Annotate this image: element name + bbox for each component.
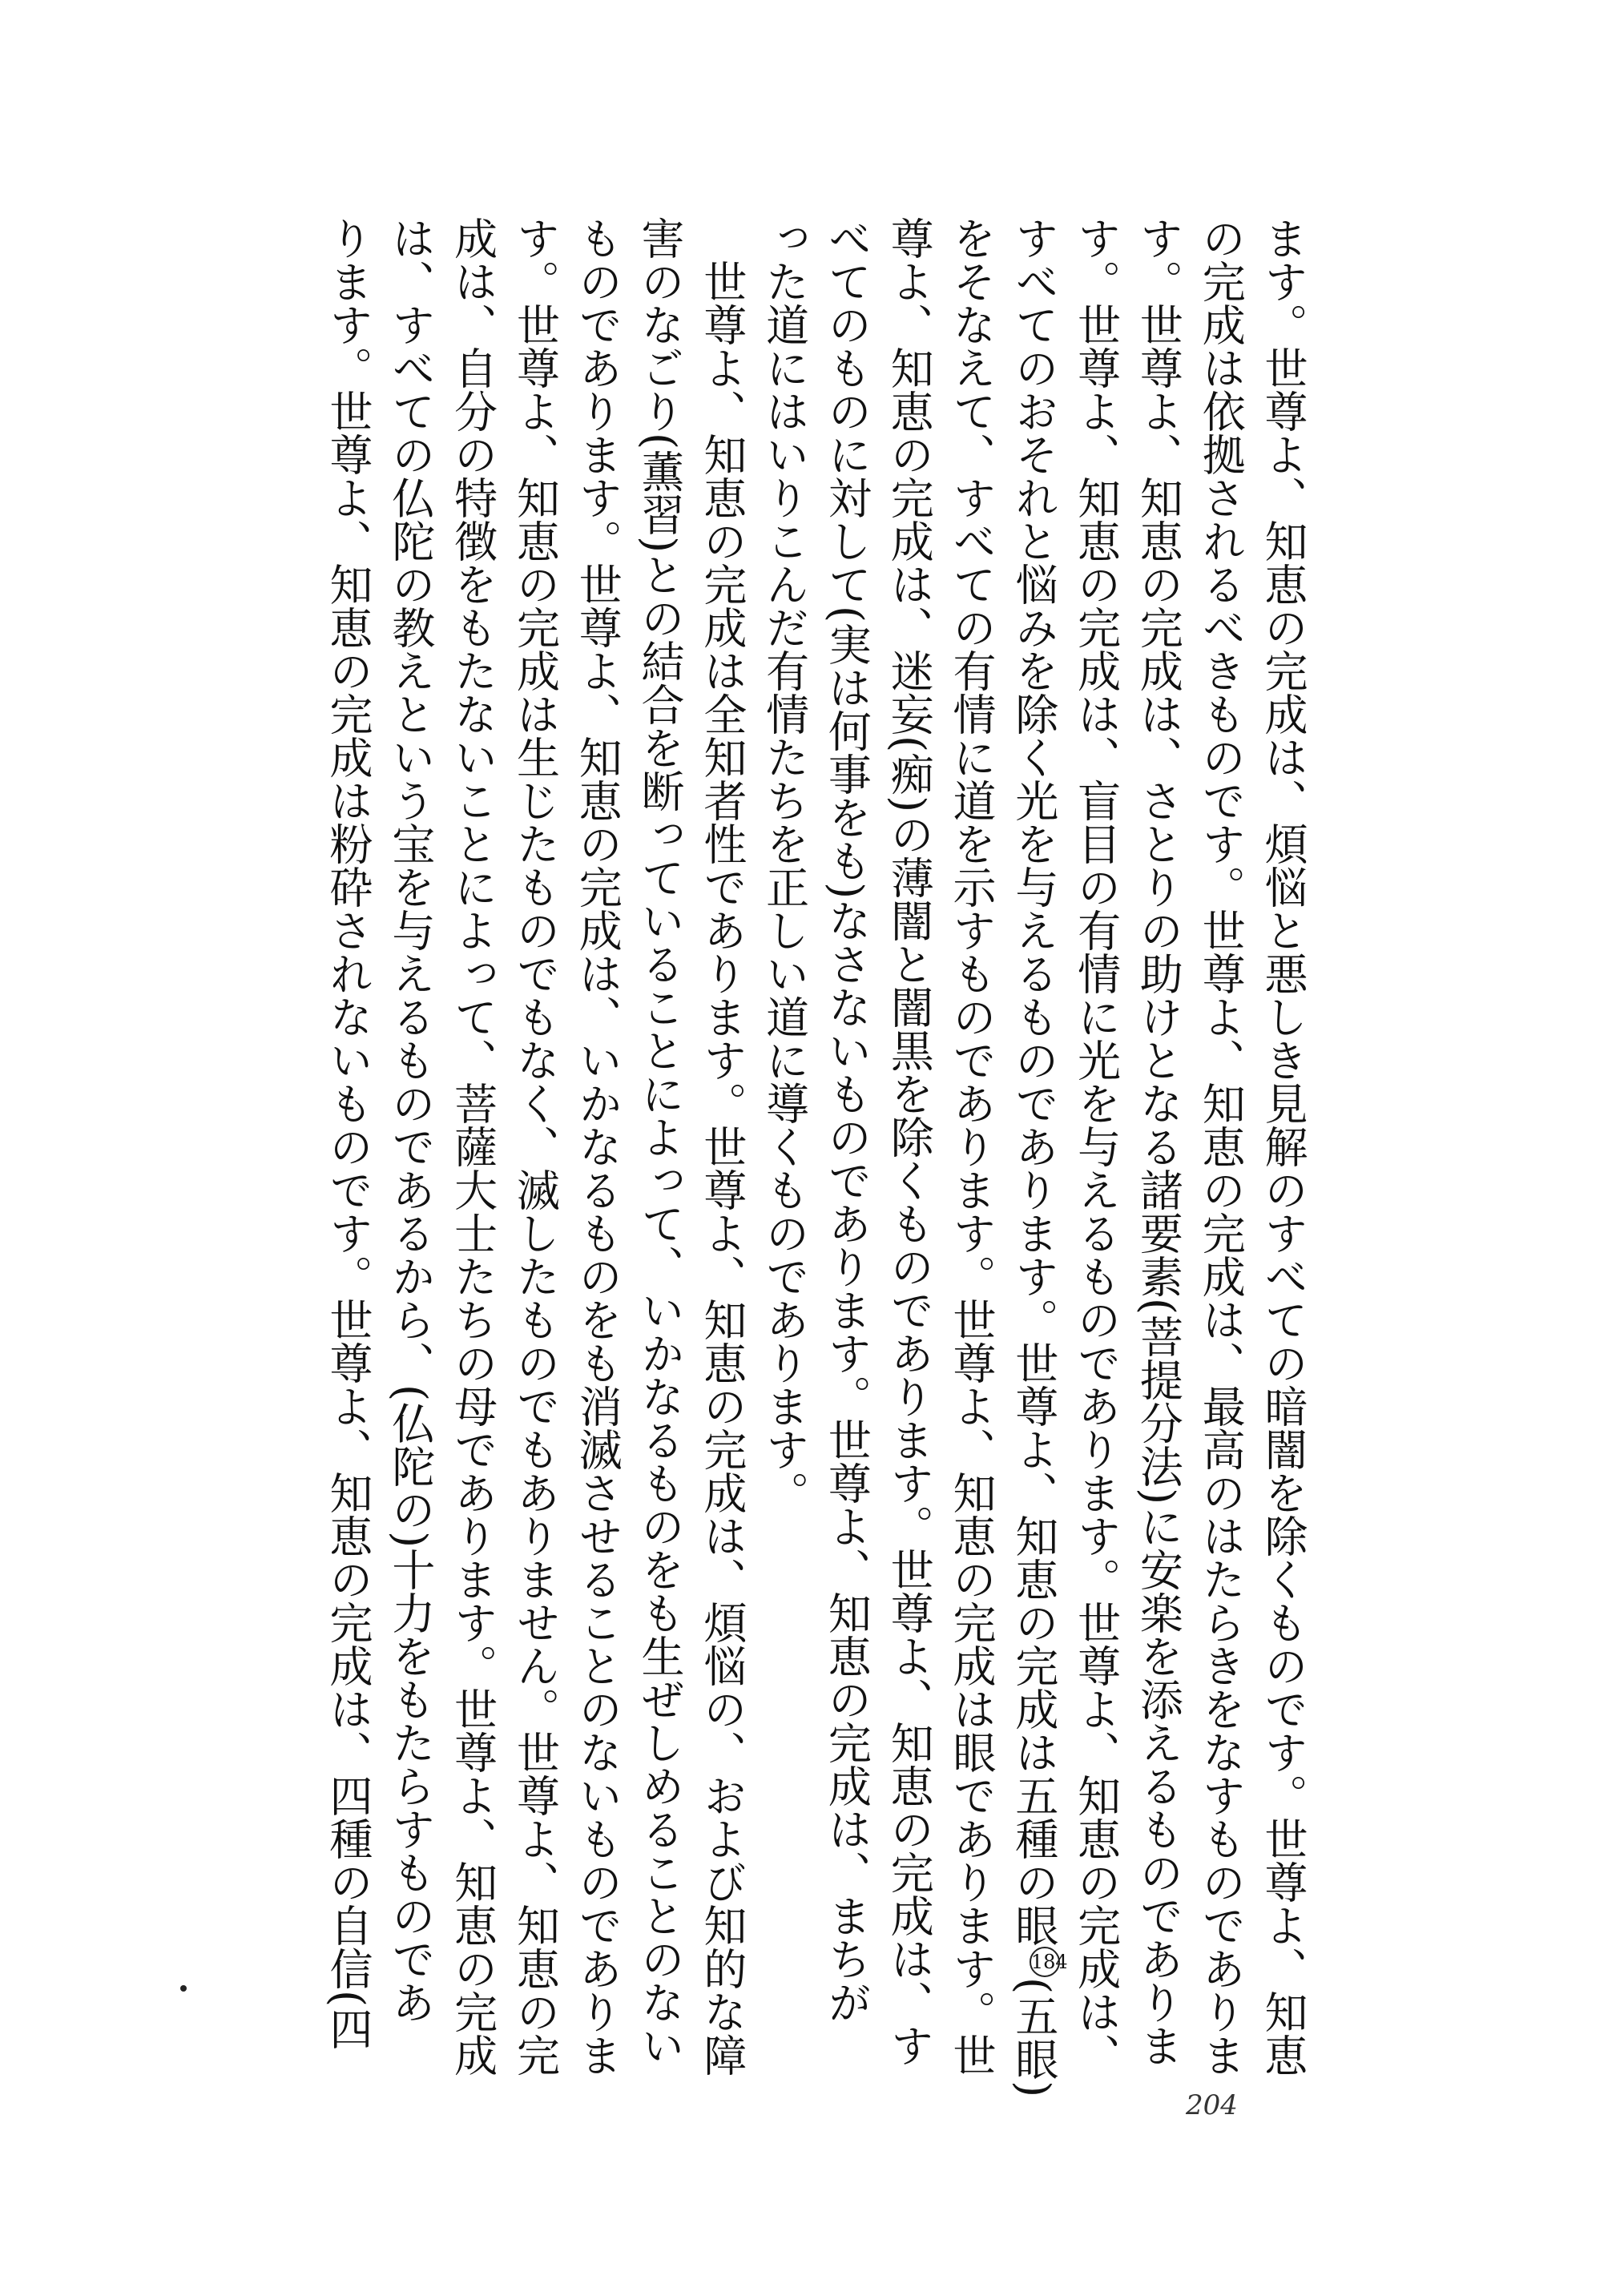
text-line: 成は、自分の特徴をもたないことによって、菩薩大士たちの母であります。世尊よ、知恵の完成 [447,216,498,2076]
text-line: の完成は依拠されるべきものです。世尊よ、知恵の完成は、最高のはたらきをなすものでありま [1195,216,1247,2076]
text-line: ものであります。世尊よ、知恵の完成は、いかなるものをも消滅させることのないものでありま [572,216,623,2076]
text-line: った道にはいりこんだ有情たちを正しい道に導くものであります。 [759,216,810,1514]
text-line: ます。世尊よ、知恵の完成は、煩悩と悪しき見解のすべての暗闇を除くものです。世尊よ、知恵 [1258,216,1308,2076]
text-line-with-note [1002,216,1068,2098]
ink-dot [180,1985,187,1992]
page-number: 204 [1186,2089,1238,2121]
text-line: 害のなごり(薫習)との結合を断っていることによって、いかなるものをも生ぜしめることのない [635,216,686,2068]
text-line: 世尊よ、知恵の完成は全知者性であります。世尊よ、知恵の完成は、煩悩の、および知的な障 [696,216,748,2076]
text-line: す。世尊よ、知恵の完成は、さとりの助けとなる諸要素(菩提分法)に安楽を添えるものでありま [1133,216,1184,2068]
text-line: す。世尊よ、知恵の完成は生じたものでもなく、滅したものでもありません。世尊よ、知恵の完 [510,216,561,2076]
text-line: ります。世尊よ、知恵の完成は粉砕されないものです。世尊よ、知恵の完成は、四種の自信(四 [323,216,374,2051]
text-line: す。世尊よ、知恵の完成は、盲目の有情に光を与えるものであります。世尊よ、知恵の完成は、 [1070,216,1122,2076]
text-line: をそなえて、すべての有情に道を示すものであります。世尊よ、知恵の完成は眼であります。世 [946,216,997,2076]
text-line: 尊よ、知恵の完成は、迷妄(痴)の薄闇と闇黒を除くものであります。世尊よ、知恵の完成は、す [884,216,935,2068]
footnote-marker-184: 184 [1030,1947,1060,1977]
text-line: べてのものに対して(実は何事をも)なさないものであります。世尊よ、知恵の完成は、まちが [821,216,872,2024]
text-line-note-suffix: (五眼) [1008,1977,1059,2098]
body-text [192,216,1314,2098]
text-line-body: すべてのおそれと悩みを除く光を与えるものであります。世尊よ、知恵の完成は五種の眼 [1008,216,1059,1947]
text-line: は、すべての仏陀の教えという宝を与えるものであるから、(仏陀の)十力をもたらすものであ [385,216,436,2024]
